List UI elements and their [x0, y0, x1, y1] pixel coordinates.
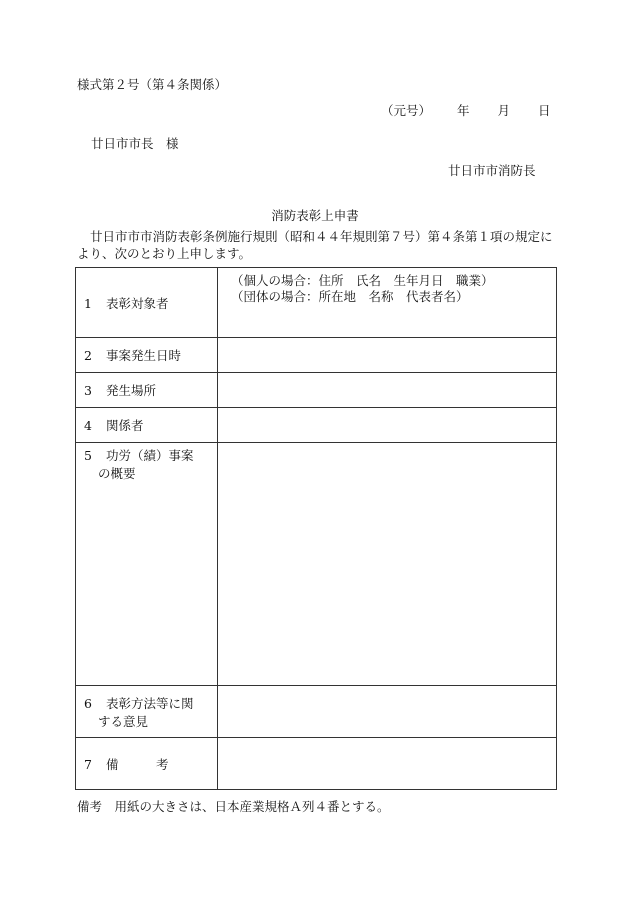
- entry-cell-recipient[interactable]: [218, 268, 557, 338]
- row-label-text-line2: する意見: [98, 713, 149, 729]
- row-label-text: 関係者: [106, 418, 144, 433]
- row-label: [76, 338, 218, 373]
- date-day: 日: [538, 103, 551, 118]
- row-label: [76, 686, 218, 738]
- recipient-note-individual: （個人の場合：住所 氏名 生年月日 職業）: [231, 273, 494, 288]
- row-number: 7: [84, 756, 92, 772]
- form-number: 様式第２号（第４条関係）: [77, 77, 228, 92]
- row-label: [76, 268, 218, 338]
- entry-cell-date[interactable]: [218, 338, 557, 373]
- row-label: [76, 408, 218, 443]
- row-label: [76, 443, 218, 686]
- row-label-text-line2: の概要: [98, 466, 136, 481]
- row-number: 2: [84, 348, 92, 363]
- row-label-text: 発生場所: [106, 383, 157, 398]
- entry-cell-location[interactable]: [218, 373, 557, 408]
- row-number: 1: [84, 295, 92, 311]
- application-form-table: [75, 267, 557, 790]
- document-title: 消防表彰上申書: [271, 208, 359, 223]
- row-label: [76, 373, 218, 408]
- row-label-text: 事案発生日時: [106, 348, 182, 363]
- footer-note: 備考 用紙の大きさは、日本産業規格Ａ列４番とする。: [77, 799, 390, 814]
- row-label: [76, 738, 218, 790]
- table-row: [76, 738, 557, 790]
- table-row: [76, 373, 557, 408]
- entry-cell-opinion[interactable]: [218, 686, 557, 738]
- recipient-note-group: （団体の場合：所在地 名称 代表者名）: [231, 289, 469, 304]
- intro-text: 廿日市市市消防表彰条例施行規則（昭和４４年規則第７号）第４条第１項の規定により、次のとおり上申します。: [77, 229, 553, 261]
- table-row: [76, 408, 557, 443]
- row-number: 4: [84, 418, 92, 433]
- entry-cell-achievement-summary[interactable]: [218, 443, 557, 686]
- addressee: 廿日市市長 様: [91, 136, 179, 151]
- row-label-text: 備 考: [106, 756, 169, 772]
- date-era: （元号）: [381, 103, 432, 118]
- table-row: [76, 686, 557, 738]
- date-month: 月: [497, 103, 511, 118]
- row-number: 3: [84, 383, 92, 398]
- row-label-text: 表彰方法等に関: [106, 695, 194, 711]
- row-label-text: 表彰対象者: [106, 295, 169, 311]
- entry-cell-remarks[interactable]: [218, 738, 557, 790]
- table-row: [76, 268, 557, 338]
- entry-cell-related-persons[interactable]: [218, 408, 557, 443]
- row-number: 5: [84, 448, 92, 463]
- date-year: 年: [457, 103, 470, 118]
- table-row: [76, 338, 557, 373]
- table-row: [76, 443, 557, 686]
- row-label-text: 功労（績）事案: [106, 448, 194, 463]
- sender: 廿日市市消防長: [448, 163, 536, 178]
- row-number: 6: [84, 695, 92, 711]
- date-line: [381, 101, 551, 119]
